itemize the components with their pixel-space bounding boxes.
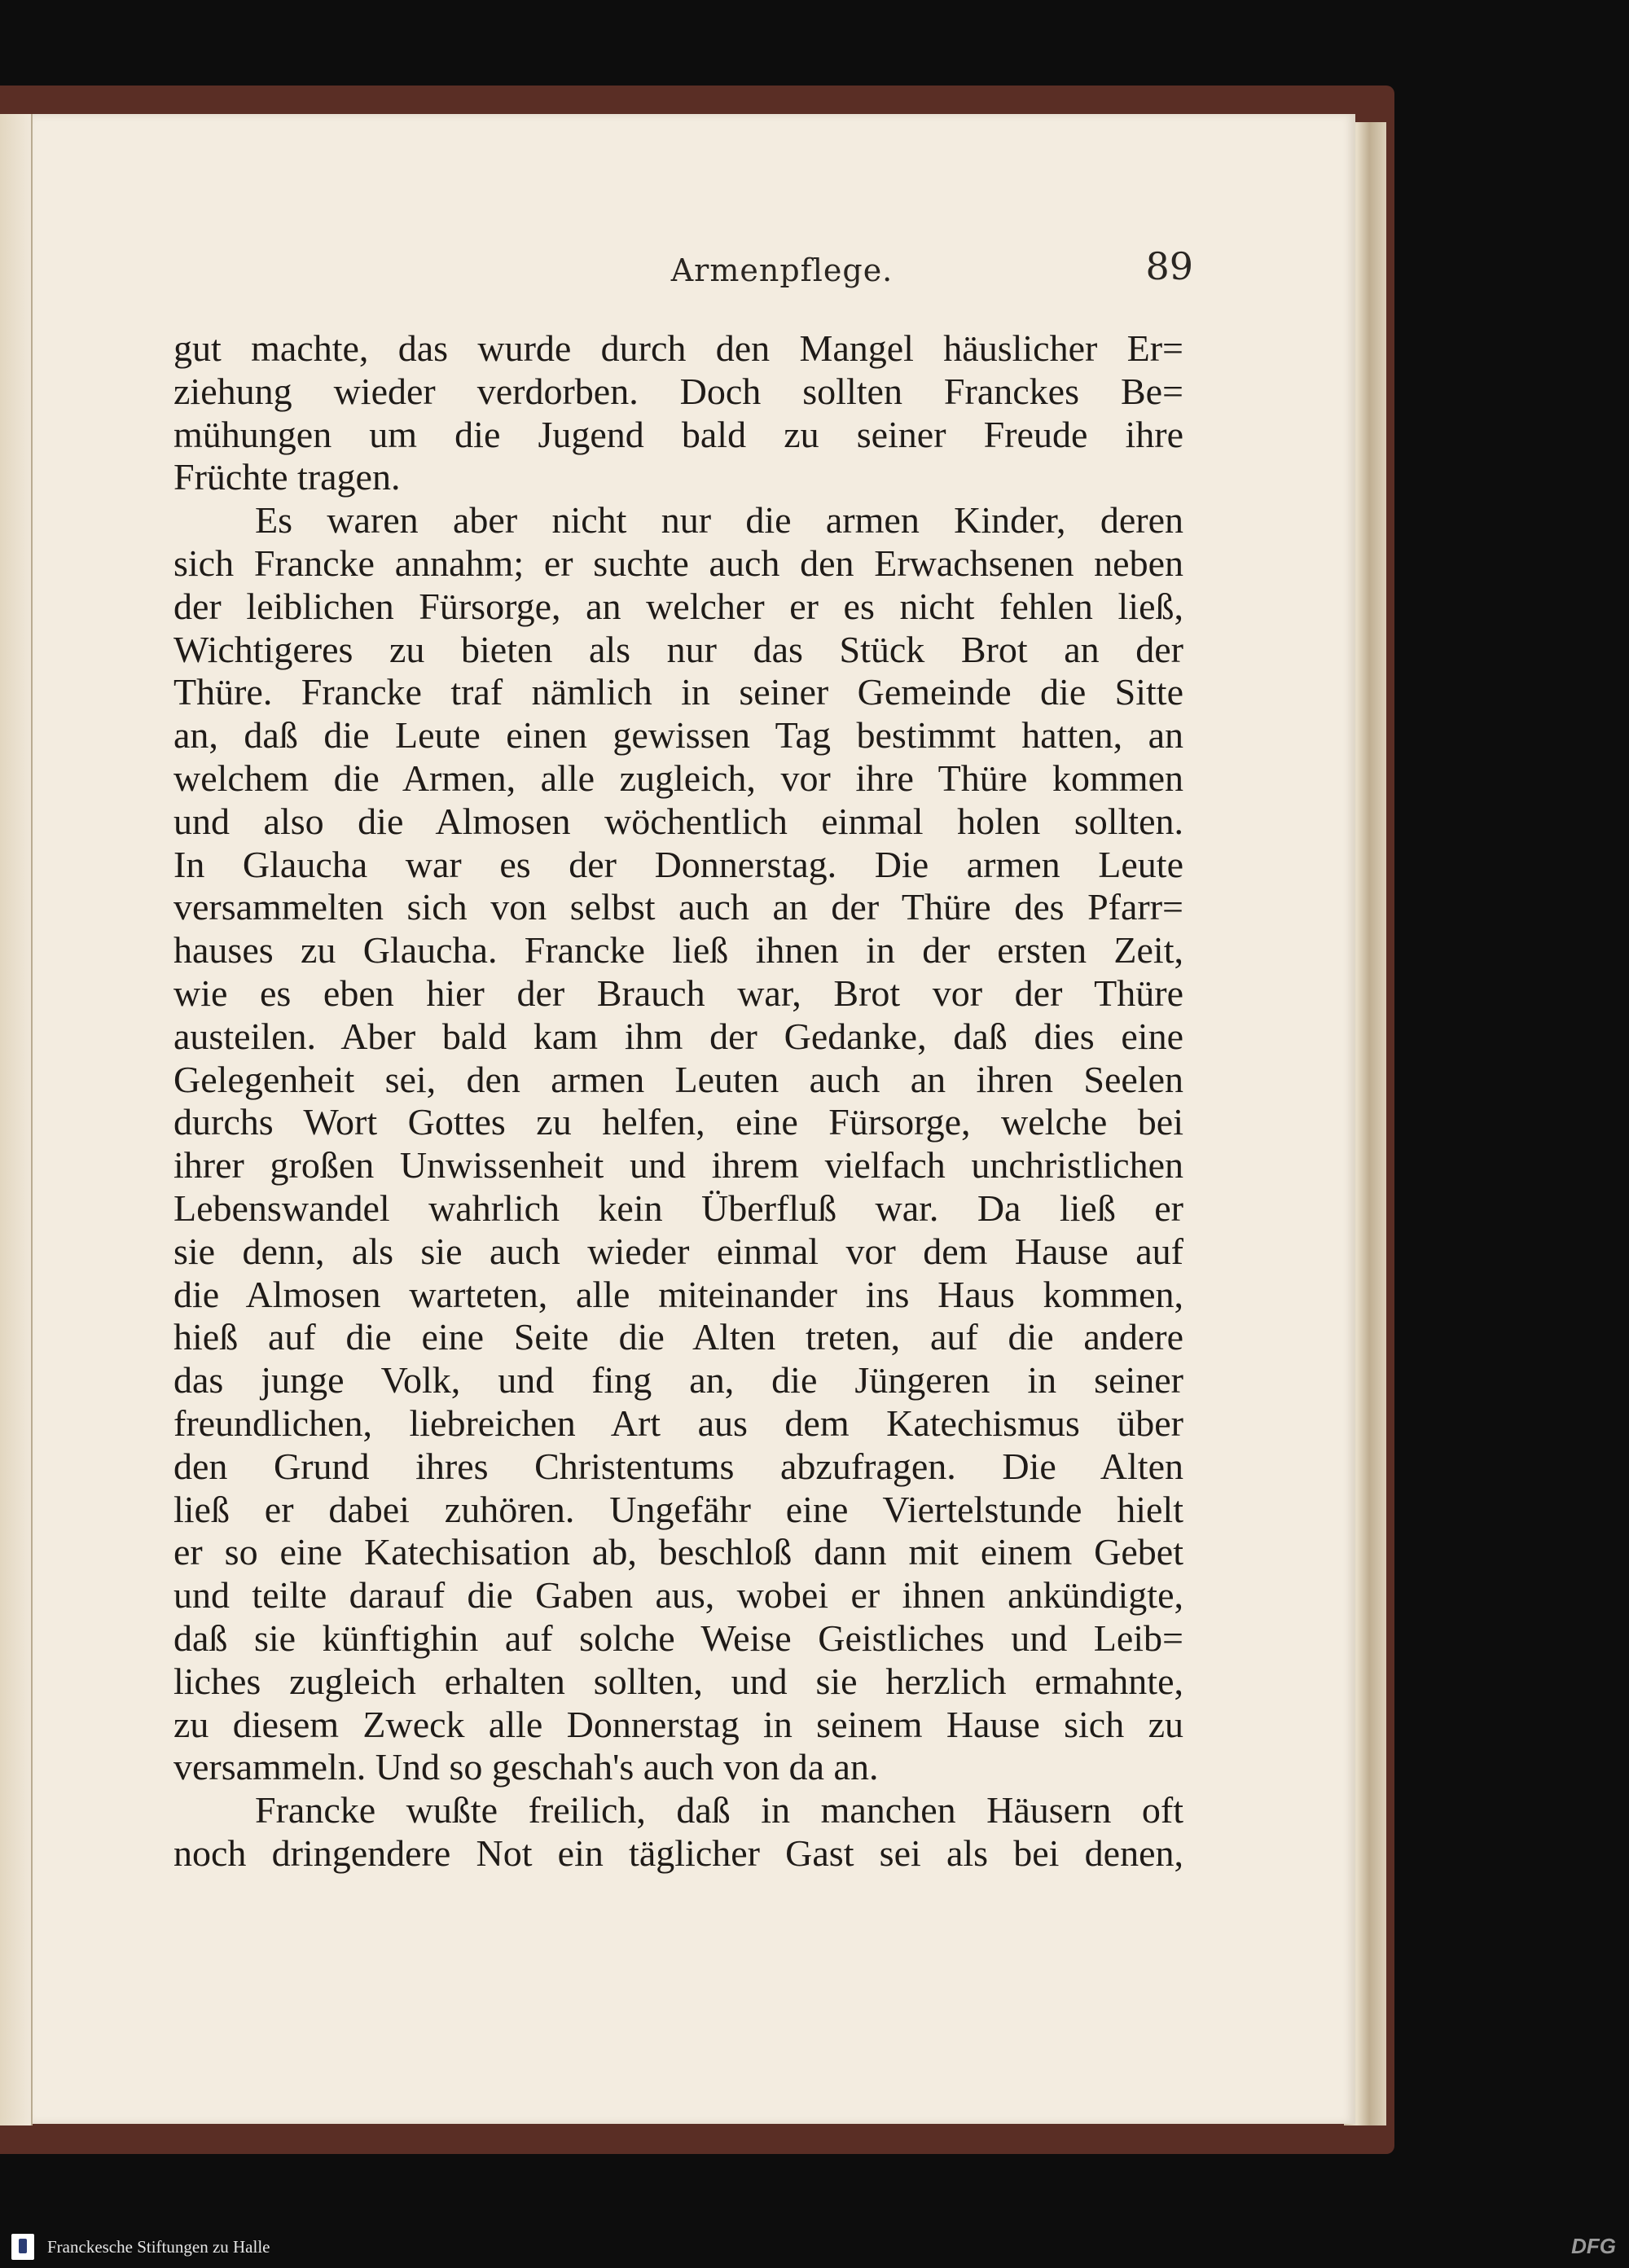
franckesche-stiftungen-logo-icon [11,2234,34,2260]
text-line: versammelten sich von selbst auch an der Thüre des Pfarr= [173,886,1183,928]
text-line: hieß auf die eine Seite die Alten treten, auf die andere [173,1316,1183,1358]
text-line: Thüre. Francke traf nämlich in seiner Gemeinde die Sitte [173,671,1183,713]
text-line: Früchte tragen. [173,456,401,498]
text-line: welchem die Armen, alle zugleich, vor ihre Thüre kommen [173,757,1183,799]
text-line: er so eine Katechisation ab, beschloß dann mit einem Gebet [173,1531,1183,1573]
text-line: Lebenswandel wahrlich kein Überfluß war. Da ließ er [173,1187,1183,1229]
viewer-footer [0,2227,1629,2268]
body-text [173,327,1183,1875]
text-line: gut machte, das wurde durch den Mangel häuslicher Er= [173,327,1183,369]
text-line: zu diesem Zweck alle Donnerstag in seinem Hause sich zu [173,1703,1183,1745]
text-line: und also die Almosen wöchentlich einmal holen sollten. [173,800,1183,842]
text-line: sie denn, als sie auch wieder einmal vor dem Hause auf [173,1230,1183,1272]
text-line: Francke wußte freilich, daß in manchen Häusern oft [255,1789,1183,1832]
page-number: 89 [1145,244,1193,288]
text-line: mühungen um die Jugend bald zu seiner Freude ihre [173,413,1183,455]
text-line: ziehung wieder verdorben. Doch sollten Franckes Be= [173,370,1183,412]
running-head: Armenpflege. [670,252,894,288]
text-line: sich Francke annahm; er suchte auch den Erwachsenen neben [173,542,1183,584]
text-line: die Almosen warteten, alle miteinander ins Haus kommen, [173,1273,1183,1315]
text-line: In Glaucha war es der Donnerstag. Die armen Leute [173,843,1183,885]
text-line: daß sie künftighin auf solche Weise Geistliches und Leib= [173,1617,1183,1659]
dfg-logo: DFG [1571,2234,1616,2258]
text-line: an, daß die Leute einen gewissen Tag bestimmt hatten, an [173,714,1183,757]
text-line: Wichtigeres zu bieten als nur das Stück Brot an der [173,628,1183,670]
text-line: austeilen. Aber bald kam ihm der Gedanke, daß dies eine [173,1015,1183,1057]
text-line: den Grund ihres Christentums abzufragen. Die Alten [173,1445,1183,1487]
text-line: liches zugleich erhalten sollten, und sie herzlich ermahnte, [173,1660,1183,1702]
text-line: versammeln. Und so geschah's auch von da an. [173,1746,879,1788]
institution-name: Franckesche Stiftungen zu Halle [47,2237,270,2257]
text-line: der leiblichen Fürsorge, an welcher er es nicht fehlen ließ, [173,585,1183,627]
text-line: noch dringendere Not ein täglicher Gast sei als bei denen, [173,1832,1183,1874]
text-line: das junge Volk, und fing an, die Jüngeren in seiner [173,1359,1183,1402]
text-line: hauses zu Glaucha. Francke ließ ihnen in der ersten Zeit, [173,929,1183,972]
text-line: wie es eben hier der Brauch war, Brot vor der Thüre [173,972,1183,1014]
text-line: ihrer großen Unwissenheit und ihrem vielfach unchristlichen [173,1144,1183,1187]
text-line: durchs Wort Gottes zu helfen, eine Fürsorge, welche bei [173,1101,1183,1143]
text-line: Gelegenheit sei, den armen Leuten auch an ihren Seelen [173,1058,1183,1100]
text-line: und teilte darauf die Gaben aus, wobei er ihnen ankündigte, [173,1574,1183,1617]
text-line: ließ er dabei zuhören. Ungefähr eine Viertelstunde hielt [173,1488,1183,1530]
text-line: Es waren aber nicht nur die armen Kinder, deren [255,499,1183,542]
text-line: freundlichen, liebreichen Art aus dem Katechismus über [173,1402,1183,1444]
book-page [33,114,1355,2124]
previous-page-strip [0,114,33,2125]
